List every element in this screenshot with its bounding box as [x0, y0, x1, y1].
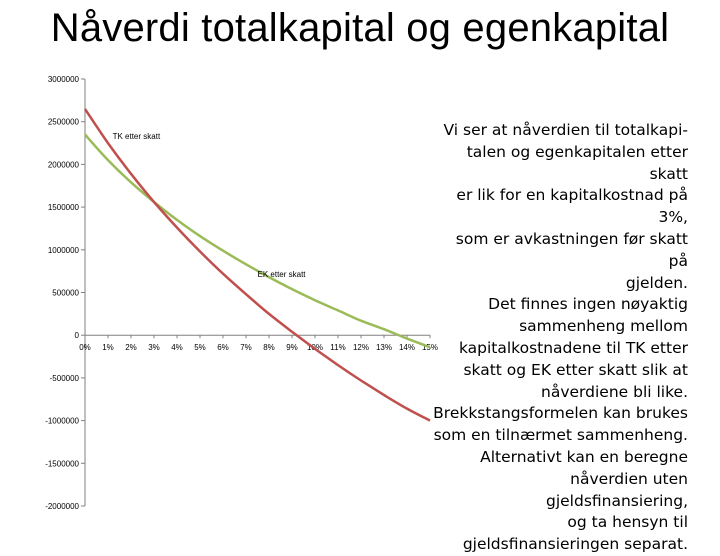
- explanation-line: talen og egenkapitalen etter skatt: [466, 142, 688, 183]
- explanation-line: gjeldsfinansieringen separat.: [462, 535, 688, 554]
- y-tick-label: -1500000: [45, 459, 79, 469]
- explanation-line: er lik for en kapitalkostnad på 3%,: [456, 186, 688, 227]
- slide-title: Nåverdi totalkapital og egenkapital: [50, 6, 670, 50]
- explanation-line: Det finnes ingen nøyaktig: [488, 295, 688, 314]
- chart-axes: [45, 75, 438, 511]
- explanation-line: skatt og EK etter skatt slik at: [463, 360, 688, 379]
- explanation-text: [432, 120, 688, 556]
- x-tick-label: 12%: [352, 343, 370, 353]
- explanation-line: nåverdien uten gjeldsfinansiering,: [546, 469, 688, 510]
- x-tick-label: 9%: [286, 343, 298, 353]
- explanation-line: Alternativt kan en beregne: [480, 447, 688, 466]
- x-tick-label: 6%: [217, 343, 229, 353]
- x-tick-label: 3%: [148, 343, 160, 353]
- y-tick-label: 3000000: [47, 75, 79, 84]
- x-tick-label: 5%: [194, 343, 206, 353]
- y-tick-label: 2000000: [47, 160, 79, 170]
- chart-labels: [113, 132, 307, 279]
- x-tick-label: 13%: [375, 343, 393, 353]
- x-tick-label: 11%: [330, 343, 346, 353]
- x-tick-label: 4%: [171, 343, 183, 353]
- explanation-line: kapitalkostnadene til TK etter: [458, 338, 688, 357]
- series-line-tk-etter-skatt: [85, 135, 430, 348]
- y-tick-label: 1000000: [47, 245, 79, 255]
- explanation-line: og ta hensyn til: [567, 513, 688, 532]
- explanation-line: som er avkastningen før skatt på: [455, 229, 688, 270]
- y-tick-label: 0: [74, 331, 79, 341]
- y-tick-label: -500000: [49, 373, 79, 383]
- y-tick-label: 2500000: [47, 117, 79, 127]
- explanation-line: nåverdiene bli like.: [541, 382, 688, 401]
- explanation-line: Brekkstangsformelen kan brukes: [433, 404, 688, 423]
- x-tick-label: 1%: [102, 343, 114, 353]
- chart-series-lines: [85, 109, 430, 421]
- series-label: EK etter skatt: [257, 270, 306, 280]
- x-tick-label: 8%: [263, 343, 275, 353]
- series-label: TK etter skatt: [112, 131, 161, 141]
- x-tick-label: 7%: [240, 343, 252, 353]
- x-tick-label: 14%: [398, 343, 416, 353]
- series-line-ek-etter-skatt: [85, 109, 430, 421]
- x-tick-label: 0%: [79, 343, 91, 353]
- explanation-line: som en tilnærmet sammenheng.: [433, 426, 688, 445]
- y-tick-label: 500000: [52, 288, 79, 298]
- explanation-line: Vi ser at nåverdien til totalkapi-: [443, 121, 688, 139]
- y-tick-label: -1000000: [45, 416, 79, 426]
- y-tick-label: 1500000: [47, 203, 79, 213]
- explanation-line: gjelden.: [625, 273, 688, 292]
- explanation-line: sammenheng mellom: [519, 317, 688, 336]
- x-tick-label: 15%: [421, 343, 439, 353]
- x-tick-label: 10%: [306, 343, 324, 353]
- x-tick-label: 2%: [125, 343, 137, 353]
- y-tick-label: -2000000: [45, 502, 79, 511]
